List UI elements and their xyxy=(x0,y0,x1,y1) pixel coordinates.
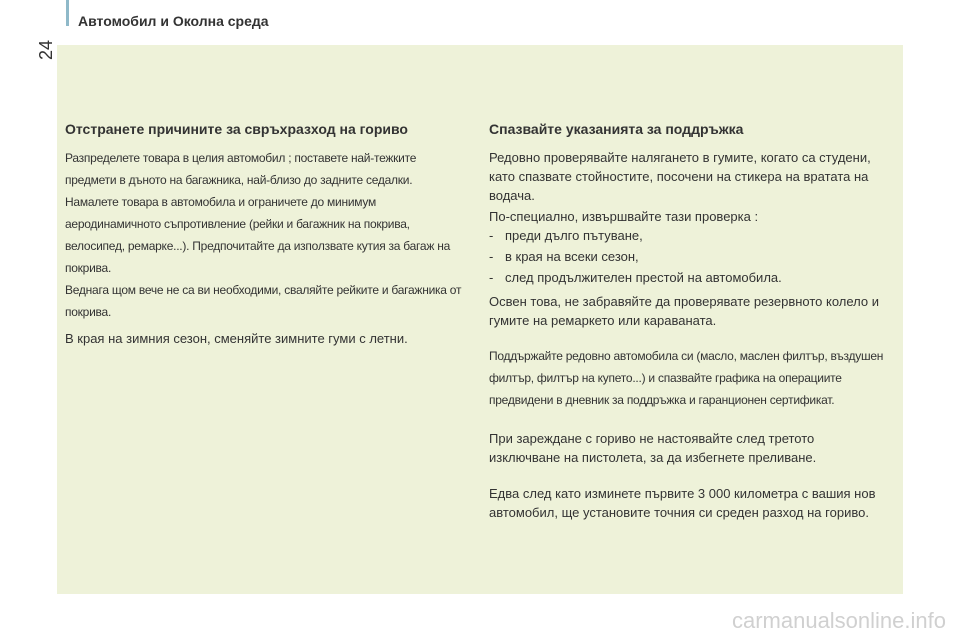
list-item-text: преди дълго пътуване, xyxy=(505,228,643,243)
bullet-marker: - xyxy=(489,270,494,285)
left-column xyxy=(65,121,470,348)
content-panel xyxy=(57,45,903,594)
bullet-marker: - xyxy=(489,249,494,264)
section-title: Автомобил и Околна среда xyxy=(78,13,269,29)
page-number: 24 xyxy=(36,39,56,60)
left-paragraph: В края на зимния сезон, сменяйте зимните гуми с летни. xyxy=(65,331,408,346)
left-heading: Отстранете причините за свръхразход на гориво xyxy=(65,121,408,137)
right-column xyxy=(489,121,885,522)
header-accent-bar xyxy=(66,0,69,26)
right-paragraph-3: Освен това, не забравяйте да проверявате резервното колело и гумите на ремаркето или караваната. xyxy=(489,294,879,328)
check-list xyxy=(489,226,885,287)
right-heading: Спазвайте указанията за поддръжка xyxy=(489,121,744,137)
left-small-paragraph-1: Разпределете товара в целия автомобил ; поставете най-тежките предмети в дъното на багажника, най-близо до задните седалки. xyxy=(65,151,417,187)
watermark-text: carmanualsonline.info xyxy=(731,608,946,633)
list-item-text: след продължителен престой на автомобила. xyxy=(505,270,782,285)
left-small-paragraph-3: Веднага щом вече не са ви необходими, сваляйте рейките и багажника от покрива. xyxy=(65,283,462,319)
list-item xyxy=(489,247,885,266)
list-item-text: в края на всеки сезон, xyxy=(505,249,639,264)
list-item xyxy=(489,268,885,287)
right-paragraph-1: Редовно проверявайте налягането в гумите, когато са студени, като спазвате стойностите, посочени на стикера на вратата на водача. xyxy=(489,150,871,203)
right-paragraph-5: Едва след като изминете първите 3 000 километра с вашия нов автомобил, ще установите точния си среден разход на гориво. xyxy=(489,486,876,520)
list-item xyxy=(489,226,885,245)
right-paragraph-4: При зареждане с гориво не настоявайте след третото изключване на пистолета, за да избегнете преливане. xyxy=(489,431,817,465)
left-small-paragraph-2: Намалете товара в автомобила и ограничете до минимум аеродинамичното съпротивление (рейки и багажник на покрива, велосипед, ремарке...). Предпочитайте да използвате кутия за багаж на покрива. xyxy=(65,195,451,275)
right-small-paragraph: Поддържайте редовно автомобила си (масло, маслен филтър, въздушен филтър, филтър на купето...) и спазвайте графика на операциите предвидени в дневник за поддръжка и гаранционен сертификат. xyxy=(489,349,884,407)
right-paragraph-2: По-специално, извършвайте тази проверка : xyxy=(489,209,759,224)
bullet-marker: - xyxy=(489,228,494,243)
